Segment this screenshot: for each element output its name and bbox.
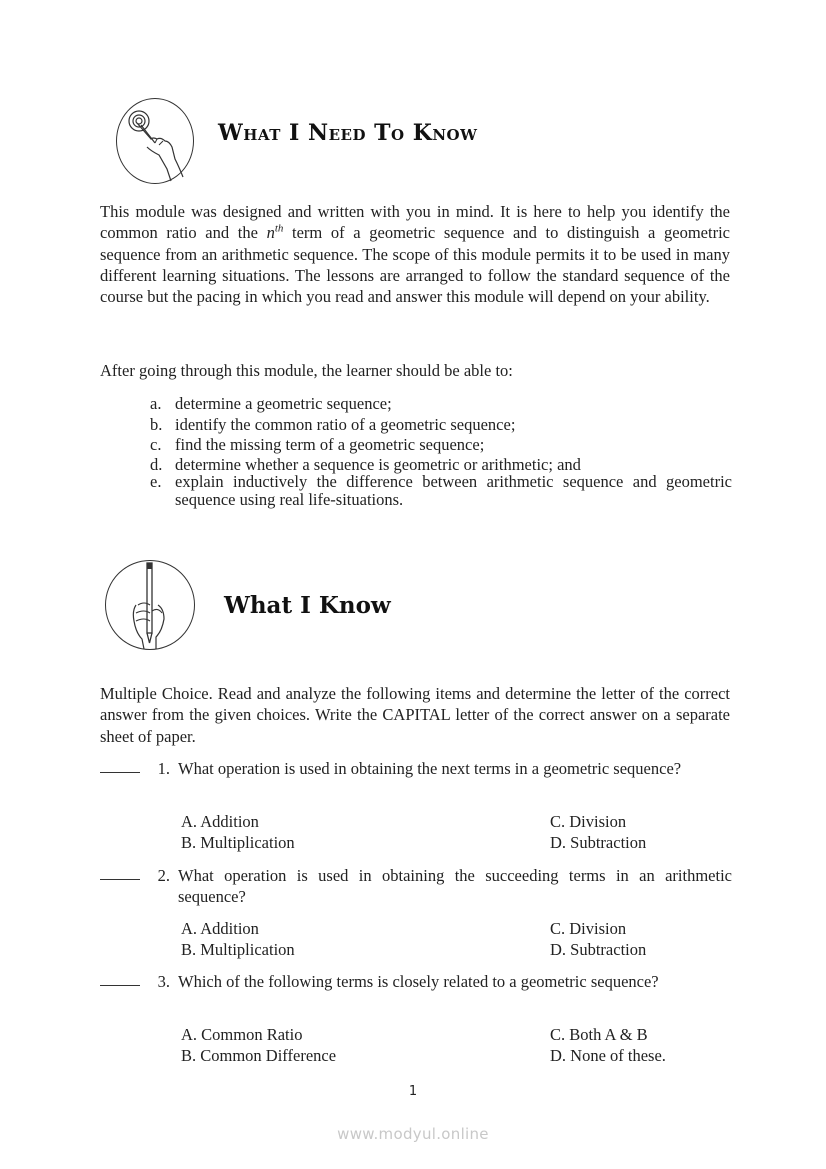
question-number: 1. — [157, 759, 170, 778]
choice-a: A. Common Ratio — [181, 1025, 303, 1044]
objectives-lead: After going through this module, the learner should be able to: — [100, 361, 513, 380]
intro-superscript: th — [274, 222, 284, 235]
question-text: What operation is used in obtaining the next terms in a geometric sequence? — [178, 759, 682, 778]
question-number: 3. — [157, 972, 170, 991]
objective-letter: c. — [150, 435, 162, 454]
choice-b: B. Multiplication — [181, 940, 295, 959]
answer-blank[interactable] — [100, 971, 140, 986]
intro-text-part2: term of a geometric sequence and to distinguish a geometric sequence from an arithmetic sequence. The scope of this module permits it to be used in many different learning situations. The lessons are arranged to follow the standard sequence of the course but the pacing in which you read and answer this module will depend on your ability. — [100, 223, 730, 307]
question-1 — [100, 758, 732, 779]
watermark: www.modyul.online — [337, 1125, 489, 1143]
question-text: Which of the following terms is closely related to a geometric sequence? — [178, 972, 659, 991]
question-2 — [100, 865, 732, 908]
intro-paragraph — [100, 201, 730, 307]
page-number: 1 — [408, 1084, 418, 1099]
objective-text: determine a geometric sequence; — [175, 394, 392, 413]
question-3 — [100, 971, 732, 992]
question-number: 2. — [157, 866, 170, 885]
intro-n: n — [266, 223, 275, 243]
objective-item — [150, 416, 732, 434]
objective-text: find the missing term of a geometric sequence; — [175, 435, 485, 454]
objective-item — [150, 436, 732, 454]
objective-letter: d. — [150, 454, 163, 474]
objective-text: identify the common ratio of a geometric sequence; — [175, 414, 516, 434]
section-title-what-i-need-to-know: What I Need To Know — [218, 120, 478, 146]
choice-d: D. Subtraction — [550, 833, 647, 852]
choice-c: C. Division — [550, 812, 627, 831]
choice-b: B. Multiplication — [181, 833, 295, 852]
question-text: What operation is used in obtaining the succeeding terms in an arithmetic sequence? — [178, 866, 732, 907]
objective-letter: a. — [150, 394, 162, 413]
hand-holding-pencil-icon — [105, 560, 195, 650]
choice-c: C. Division — [550, 919, 627, 938]
choice-b: B. Common Difference — [181, 1046, 337, 1065]
instructions-paragraph: Multiple Choice. Read and analyze the following items and determine the letter of the correct answer from the given choices. Write the CAPITAL letter of the correct answer on a separate sheet of paper. — [100, 684, 730, 746]
hand-pointer-icon — [116, 98, 194, 184]
objective-letter: e. — [150, 472, 162, 491]
objectives-list — [150, 395, 732, 508]
objective-item — [150, 473, 732, 508]
objective-item — [150, 395, 732, 413]
intro-text-part1: This module was designed and written with you in mind. It is here to help you identify the common ratio and the — [100, 202, 730, 243]
objective-text: determine whether a sequence is geometric or arithmetic; and — [175, 454, 581, 474]
answer-blank[interactable] — [100, 758, 140, 773]
objective-letter: b. — [150, 414, 163, 434]
choice-c: C. Both A & B — [550, 1025, 648, 1044]
objective-item — [150, 456, 732, 474]
choice-a: A. Addition — [181, 812, 259, 831]
choice-d: D. None of these. — [550, 1046, 666, 1065]
choice-d: D. Subtraction — [550, 940, 647, 959]
section-title-what-i-know: What I Know — [224, 592, 391, 619]
choice-a: A. Addition — [181, 919, 259, 938]
answer-blank[interactable] — [100, 865, 140, 880]
objective-text: explain inductively the difference between arithmetic sequence and geometric sequence using real life-situations. — [175, 472, 732, 509]
